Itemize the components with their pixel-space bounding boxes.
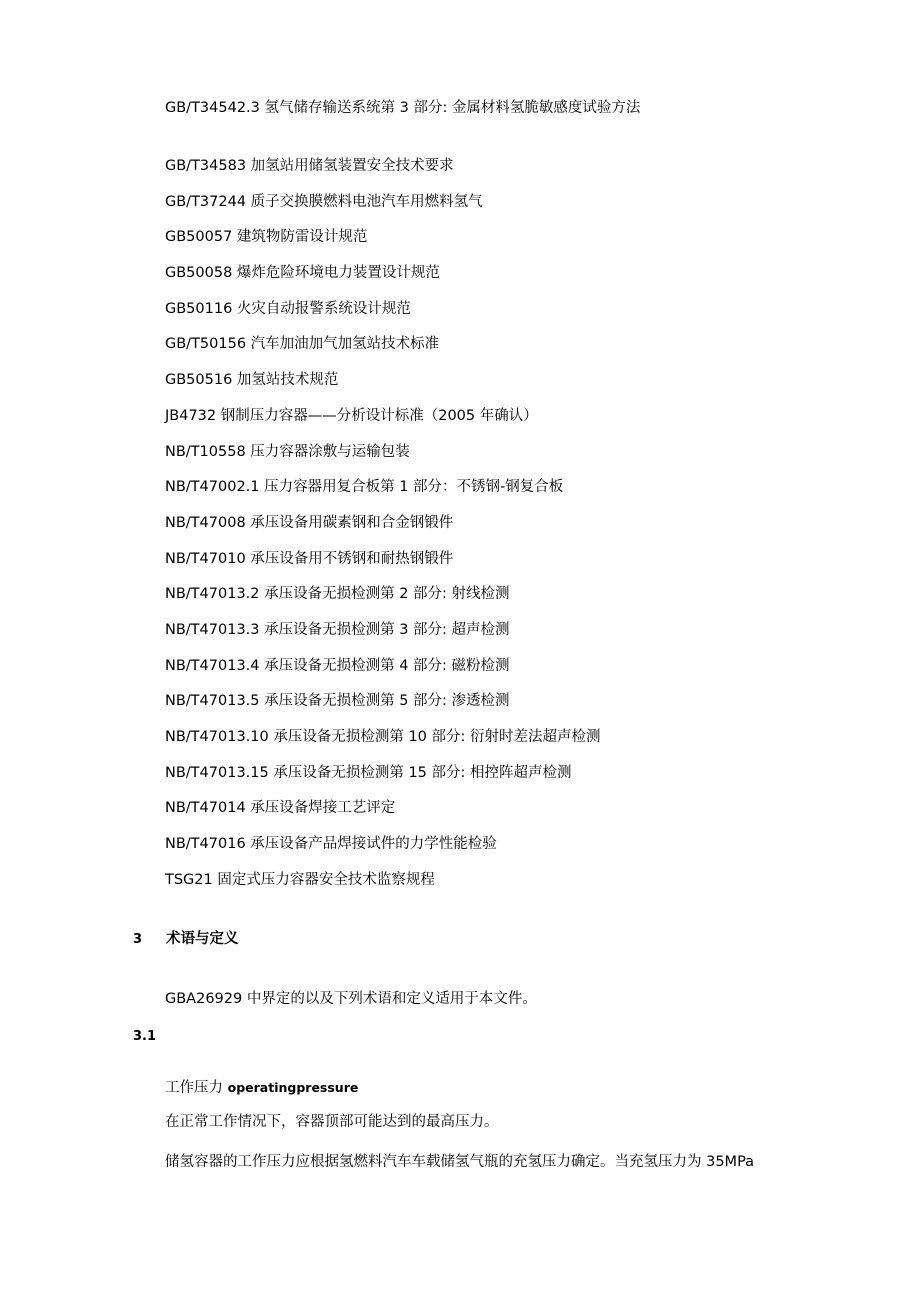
reference-item: NB/T47013.2 承压设备无损检测第 2 部分: 射线检测 — [165, 586, 510, 603]
reference-item: TSG21 固定式压力容器安全技术监察规程 — [165, 871, 435, 888]
reference-item: GB50116 火灾自动报警系统设计规范 — [165, 300, 411, 317]
normative-references-list — [165, 98, 865, 905]
reference-item: NB/T47013.10 承压设备无损检测第 10 部分: 衍射时差法超声检测 — [165, 729, 601, 745]
reference-item: NB/T47013.5 承压设备无损检测第 5 部分: 渗透检测 — [165, 693, 510, 710]
term-chinese: 工作压力 — [165, 1080, 223, 1096]
reference-item: NB/T47014 承压设备焊接工艺评定 — [165, 800, 396, 817]
reference-item: NB/T47002.1 压力容器用复合板第 1 部分：不锈钢-钢复合板 — [165, 479, 564, 496]
reference-item: NB/T10558 压力容器涂敷与运输包装 — [165, 443, 410, 460]
section-title: 术语与定义 — [166, 931, 239, 947]
term-definition: 在正常工作情况下，容器顶部可能达到的最高压力。 — [165, 1114, 499, 1130]
subsection-number: 3.1 — [133, 1029, 157, 1044]
reference-item: NB/T47013.3 承压设备无损检测第 3 部分: 超声检测 — [165, 621, 510, 638]
reference-item: GB50057 建筑物防雷设计规范 — [165, 229, 368, 246]
section-intro-paragraph: GBA26929 中界定的以及下列术语和定义适用于本文件。 — [165, 991, 537, 1007]
reference-item: GB/T34583 加氢站用储氢装置安全技术要求 — [165, 158, 454, 174]
reference-item: JB4732 钢制压力容器——分析设计标准（2005 年确认） — [165, 407, 538, 424]
section-number: 3 — [133, 932, 143, 947]
reference-item: GB/T37244 质子交换膜燃料电池汽车用燃料氢气 — [165, 193, 483, 210]
reference-item: NB/T47010 承压设备用不锈钢和耐热钢锻件 — [165, 550, 454, 567]
term-note: 储氢容器的工作压力应根据氢燃料汽车车载储氢气瓶的充氢压力确定。当充氢压力为 35MPa — [165, 1154, 755, 1170]
section-heading — [133, 929, 239, 950]
reference-item: GB/T50156 汽车加油加气加氢站技术标准 — [165, 336, 440, 353]
reference-item: GB50058 爆炸危险环境电力装置设计规范 — [165, 265, 440, 282]
term-heading — [165, 1078, 358, 1098]
term-english: operatingpressure — [227, 1080, 359, 1095]
reference-item: NB/T47013.15 承压设备无损检测第 15 部分: 相控阵超声检测 — [165, 764, 572, 781]
reference-item: GB/T34542.3 氢气储存输送系统第 3 部分: 金属材料氢脆敏感度试验方法 — [165, 100, 641, 116]
reference-item: NB/T47016 承压设备产品焊接试件的力学性能检验 — [165, 836, 497, 853]
reference-item: NB/T47008 承压设备用碳素钢和合金钢锻件 — [165, 514, 454, 531]
reference-item: NB/T47013.4 承压设备无损检测第 4 部分: 磁粉检测 — [165, 657, 510, 674]
reference-item: GB50516 加氢站技术规范 — [165, 372, 339, 389]
